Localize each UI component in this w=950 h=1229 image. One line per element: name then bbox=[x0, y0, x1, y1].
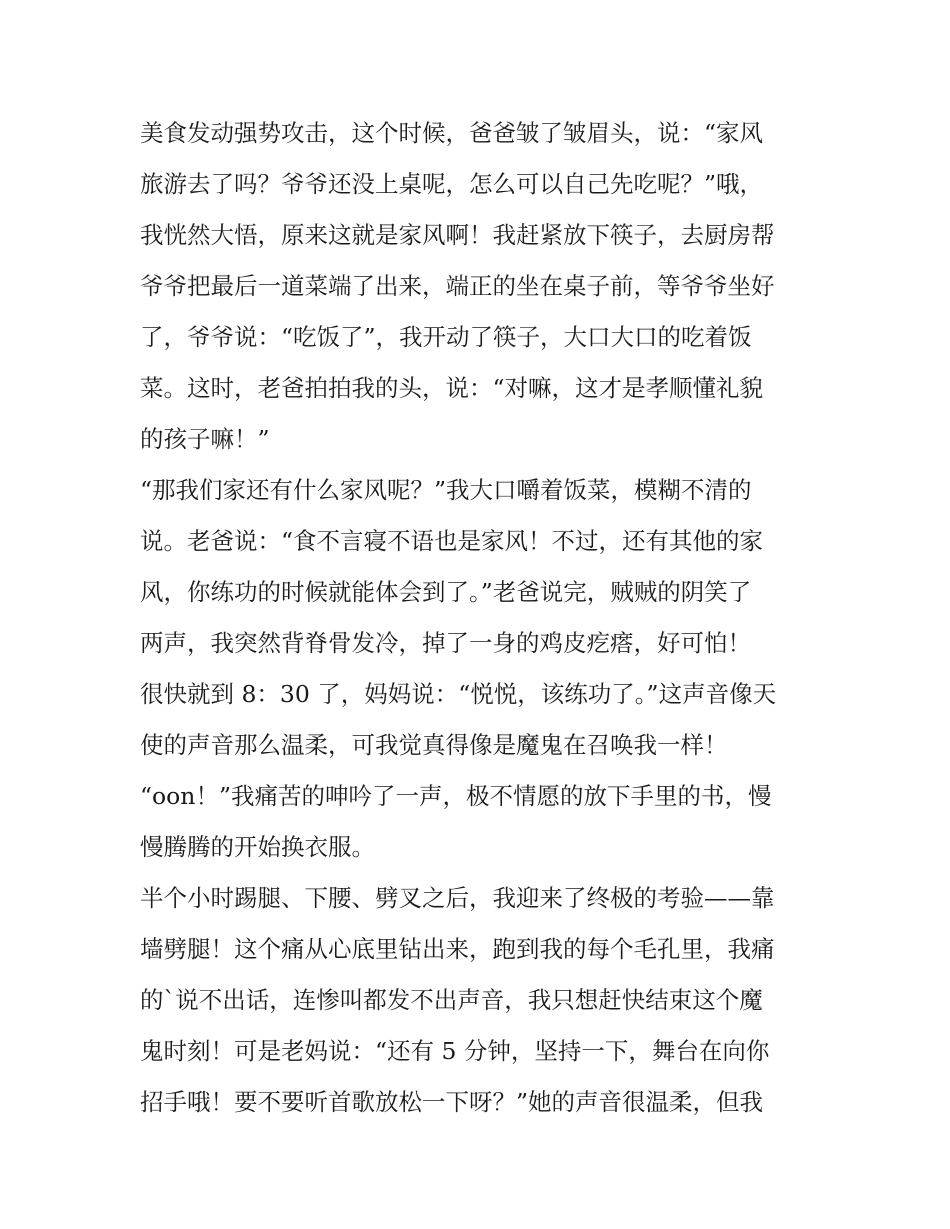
body-text bbox=[140, 108, 820, 1128]
text-line: 旅游去了吗？爷爷还没上桌呢，怎么可以自己先吃呢？”哦， bbox=[140, 170, 764, 198]
text-line: 很快就到 8：30 了，妈妈说：“悦悦，该练功了。”这声音像天 bbox=[140, 680, 777, 708]
text-line: “那我们家还有什么家风呢？”我大口嚼着饭菜，模糊不清的 bbox=[140, 476, 752, 504]
text-line: 的孩子嘛！” bbox=[140, 425, 270, 453]
text-line: 说。老爸说：“食不言寝不语也是家风！不过，还有其他的家 bbox=[140, 527, 764, 555]
text-line: 鬼时刻！可是老妈说：“还有 5 分钟，坚持一下，舞台在向你 bbox=[140, 1037, 770, 1065]
text-line: 的`说不出话，连惨叫都发不出声音，我只想赶快结束这个魔 bbox=[140, 986, 763, 1014]
text-line: 我恍然大悟，原来这就是家风啊！我赶紧放下筷子，去厨房帮 bbox=[140, 221, 775, 249]
text-line: 美食发动强势攻击，这个时候，爸爸皱了皱眉头，说：“家风 bbox=[140, 119, 764, 147]
text-line: 两声，我突然背脊骨发冷，掉了一身的鸡皮疙瘩，好可怕！ bbox=[140, 629, 751, 657]
text-line: 使的声音那么温柔，可我觉真得像是魔鬼在召唤我一样！ bbox=[140, 731, 728, 759]
text-line: 菜。这时，老爸拍拍我的头，说：“对嘛，这才是孝顺懂礼貌 bbox=[140, 374, 764, 402]
text-line: 慢腾腾的开始换衣服。 bbox=[140, 833, 375, 861]
text-line: 了，爷爷说：“吃饭了”，我开动了筷子，大口大口的吃着饭 bbox=[140, 323, 752, 351]
text-line: 风，你练功的时候就能体会到了。”老爸说完，贼贼的阴笑了 bbox=[140, 578, 752, 606]
text-line: 墙劈腿！这个痛从心底里钻出来，跑到我的每个毛孔里，我痛 bbox=[140, 935, 775, 963]
text-line: 招手哦！要不要听首歌放松一下呀？”她的声音很温柔，但我 bbox=[140, 1088, 764, 1116]
text-line: 爷爷把最后一道菜端了出来，端正的坐在桌子前，等爷爷坐好 bbox=[140, 272, 775, 300]
text-line: “oon！”我痛苦的呻吟了一声，极不情愿的放下手里的书，慢 bbox=[140, 782, 772, 810]
text-line: 半个小时踢腿、下腰、劈叉之后，我迎来了终极的考验——靠 bbox=[140, 884, 775, 912]
